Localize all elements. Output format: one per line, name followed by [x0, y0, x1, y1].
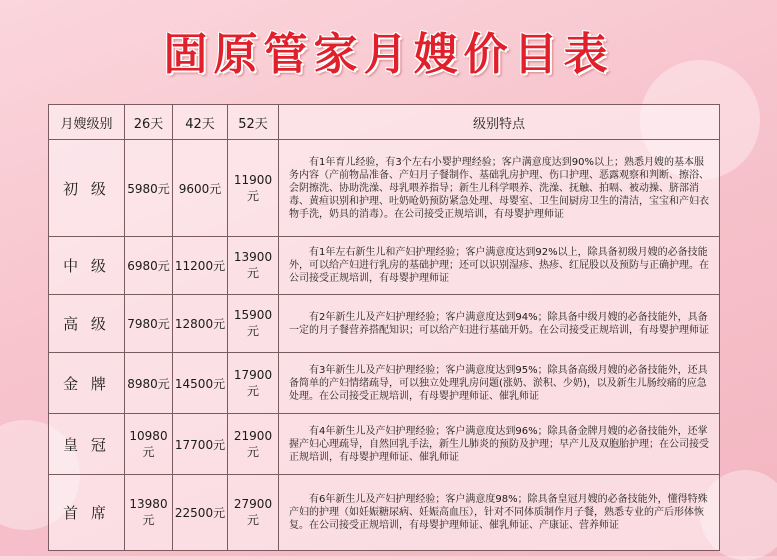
table-row: [49, 475, 720, 551]
table-row: [49, 237, 720, 295]
page-title: 固原管家月嫂价目表: [163, 29, 614, 80]
level-cell: 高 级: [49, 295, 125, 353]
level-cell: 皇 冠: [49, 414, 125, 475]
header-features: 级别特点: [279, 105, 720, 140]
price-26-cell: 7980元: [125, 295, 173, 353]
level-cell: 金 牌: [49, 353, 125, 414]
features-cell: 有4年新生儿及产妇护理经验；客户满意度达到96%；除具备金牌月嫂的必备技能外，还掌握产妇心理疏导，自然回乳手法，新生儿肺炎的预防及护理；早产儿及双胞胎护理；在公司接受正规培训，有母婴护理师证、催乳师证: [279, 414, 720, 475]
header-52-days: 52天: [228, 105, 279, 140]
features-cell: 有1年左右新生儿和产妇护理经验；客户满意度达到92%以上，除具备初级月嫂的必备技能外，可以给产妇进行乳房的基础护理；还可以识别湿疹、热疹、红屁股以及预防与正确护理。在公司接受正规培训，有母婴护理师证: [279, 237, 720, 295]
features-cell: 有2年新生儿及产妇护理经验；客户满意度达到94%；除具备中级月嫂的必备技能外，具备一定的月子餐营养搭配知识；可以给产妇进行基础开奶。在公司接受正规培训，有母婴护理师证: [279, 295, 720, 353]
price-52-cell: 11900元: [228, 140, 279, 237]
header-26-days: 26天: [125, 105, 173, 140]
header-level: 月嫂级别: [49, 105, 125, 140]
level-cell: 首 席: [49, 475, 125, 551]
price-42-cell: 17700元: [173, 414, 228, 475]
level-cell: 初 级: [49, 140, 125, 237]
price-42-cell: 11200元: [173, 237, 228, 295]
price-26-cell: 8980元: [125, 353, 173, 414]
header-42-days: 42天: [173, 105, 228, 140]
price-26-cell: 6980元: [125, 237, 173, 295]
table-row: [49, 140, 720, 237]
price-42-cell: 14500元: [173, 353, 228, 414]
price-42-cell: 9600元: [173, 140, 228, 237]
table-row: [49, 295, 720, 353]
table-header-row: [49, 105, 720, 140]
level-cell: 中 级: [49, 237, 125, 295]
price-26-cell: 10980元: [125, 414, 173, 475]
price-52-cell: 15900元: [228, 295, 279, 353]
table-row: [49, 353, 720, 414]
price-52-cell: 27900元: [228, 475, 279, 551]
features-cell: 有6年新生儿及产妇护理经验；客户满意度98%；除具备皇冠月嫂的必备技能外，懂得特殊产妇的护理（如妊娠糖尿病、妊娠高血压），针对不同体质制作月子餐，熟悉专业的产后形体恢复。在公司接受正规培训，有母婴护理师证、催乳师证、产康证、营养师证: [279, 475, 720, 551]
features-cell: 有3年新生儿及产妇护理经验；客户满意度达到95%；除具备高级月嫂的必备技能外，还具备简单的产妇情绪疏导，可以独立处理乳房问题(涨奶、淤积、少奶)，以及新生儿肠绞痛的应急处理。在公司接受正规培训，有母婴护理师证、催乳师证: [279, 353, 720, 414]
price-52-cell: 17900元: [228, 353, 279, 414]
price-42-cell: 12800元: [173, 295, 228, 353]
price-26-cell: 5980元: [125, 140, 173, 237]
price-52-cell: 13900元: [228, 237, 279, 295]
table-row: [49, 414, 720, 475]
price-26-cell: 13980元: [125, 475, 173, 551]
price-table: [48, 104, 720, 551]
features-cell: 有1年育儿经验，有3个左右小婴护理经验；客户满意度达到90%以上；熟悉月嫂的基本服务内容（产前物品准备、产妇月子餐制作、基础乳房护理、伤口护理、恶露观察和判断、擦浴、会阴擦洗、协助洗澡、母乳喂养指导；新生儿科学喂养、洗澡、抚触、拍嗝、被动操、脐部消毒、黄疸识别和护理、吐奶呛奶预防紧急处理、母婴室、卫生间厨房卫生的清洁，宝宝和产妇衣物手洗，奶具的消毒）。在公司接受正规培训，有母婴护理师证: [279, 140, 720, 237]
price-52-cell: 21900元: [228, 414, 279, 475]
price-42-cell: 22500元: [173, 475, 228, 551]
